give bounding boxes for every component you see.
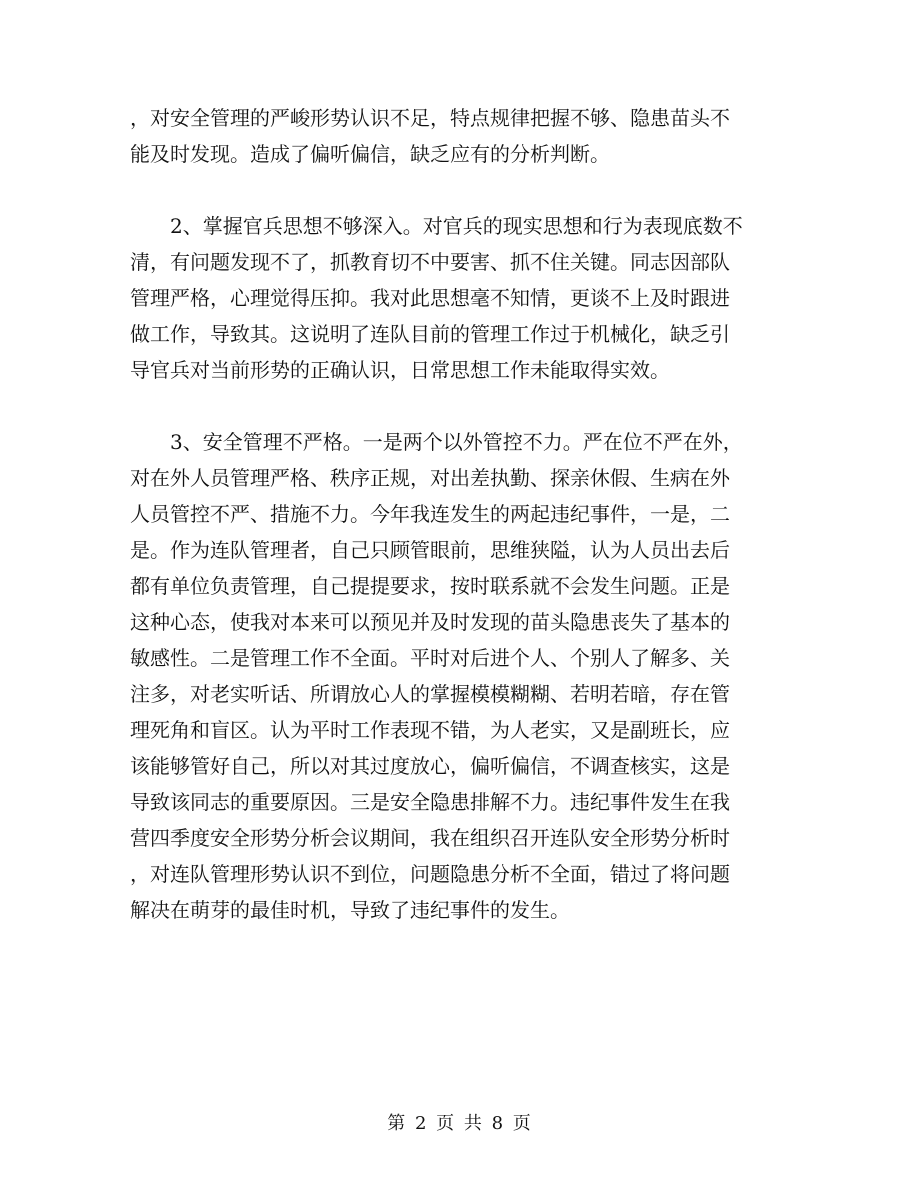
text-line: 营四季度安全形势分析会议期间，我在组织召开连队安全形势分析时	[130, 826, 730, 850]
text-line: 导官兵对当前形势的正确认识，日常思想工作未能取得实效。	[130, 358, 670, 382]
text-line: 解决在萌芽的最佳时机，导致了违纪事件的发生。	[130, 898, 570, 922]
text-line: ，对安全管理的严峻形势认识不足，特点规律把握不够、隐患苗头不	[130, 106, 730, 130]
text-line: 管理严格，心理觉得压抑。我对此思想毫不知情，更谈不上及时跟进	[130, 286, 730, 310]
text-line: 对在外人员管理严格、秩序正规，对出差执勤、探亲休假、生病在外	[130, 466, 730, 490]
paragraph-gap	[130, 172, 790, 208]
text-line: 3、安全管理不严格。一是两个以外管控不力。严在位不严在外，	[130, 430, 743, 454]
text-line: ，对连队管理形势认识不到位，问题隐患分析不全面，错过了将问题	[130, 862, 730, 886]
text-line: 注多，对老实听话、所谓放心人的掌握模模糊糊、若明若暗，存在管	[130, 682, 730, 706]
text-line: 这种心态，使我对本来可以预见并及时发现的苗头隐患丧失了基本的	[130, 610, 730, 634]
text-line: 都有单位负责管理，自己提提要求，按时联系就不会发生问题。正是	[130, 574, 730, 598]
text-line: 能及时发现。造成了偏听偏信，缺乏应有的分析判断。	[130, 142, 610, 166]
text-line: 该能够管好自己，所以对其过度放心，偏听偏信，不调查核实，这是	[130, 754, 730, 778]
text-line: 2、掌握官兵思想不够深入。对官兵的现实思想和行为表现底数不	[130, 214, 743, 238]
text-line: 是。作为连队管理者，自己只顾管眼前，思维狭隘，认为人员出去后	[130, 538, 730, 562]
text-line: 人员管控不严、措施不力。今年我连发生的两起违纪事件，一是，二	[130, 502, 730, 526]
text-line: 导致该同志的重要原因。三是安全隐患排解不力。违纪事件发生在我	[130, 790, 730, 814]
page-footer: 第 2 页 共 8 页	[387, 1113, 533, 1134]
text-line: 清，有问题发现不了，抓教育切不中要害、抓不住关键。同志因部队	[130, 250, 730, 274]
text-line: 理死角和盲区。认为平时工作表现不错，为人老实，又是副班长，应	[130, 718, 730, 742]
text-line: 做工作，导致其。这说明了连队目前的管理工作过于机械化，缺乏引	[130, 322, 730, 346]
text-line: 敏感性。二是管理工作不全面。平时对后进个人、个别人了解多、关	[130, 646, 730, 670]
paragraph-gap	[130, 388, 790, 424]
document-body	[130, 100, 790, 928]
